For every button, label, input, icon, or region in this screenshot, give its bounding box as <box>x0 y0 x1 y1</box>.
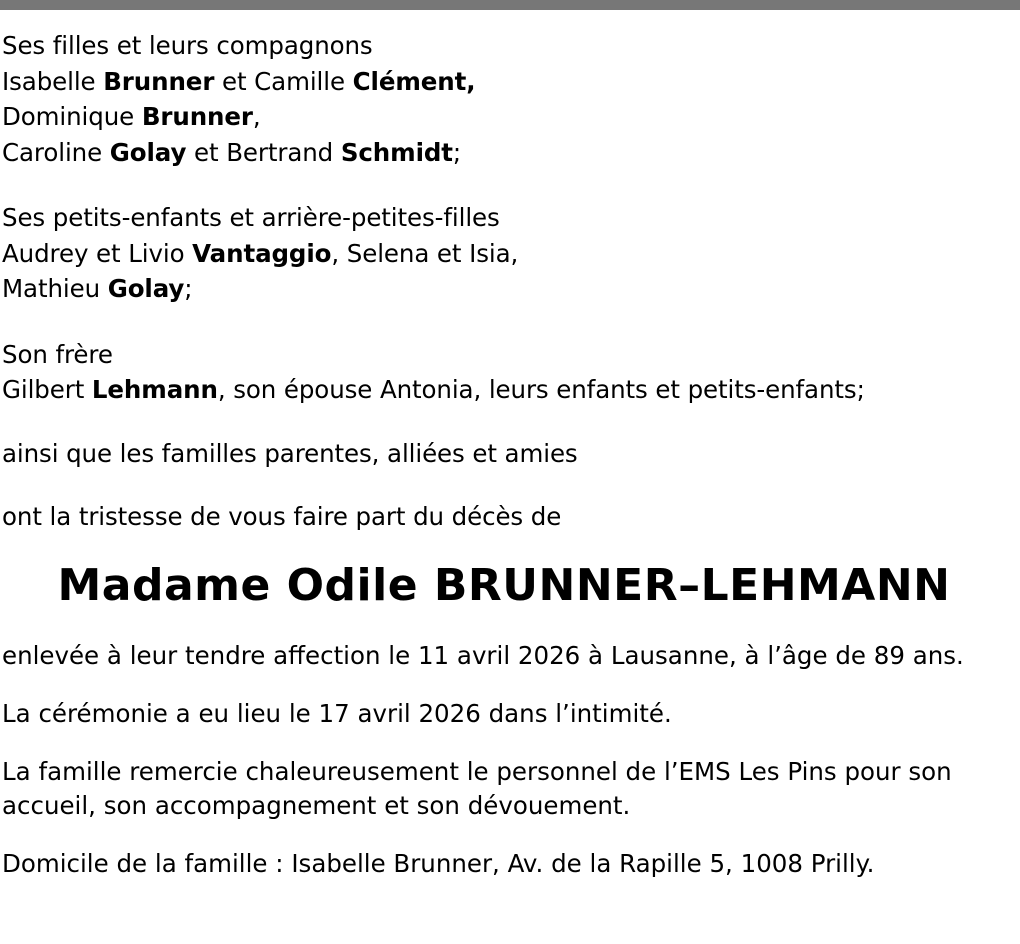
deceased-name: Madame Odile BRUNNER–LEHMANN <box>57 559 951 611</box>
text-bold-1: Golay <box>107 274 185 303</box>
text-bold-1: Brunner <box>141 102 253 131</box>
text-mid: et Camille <box>214 66 353 96</box>
top-divider-rule <box>0 0 1020 10</box>
text-bold-1: Lehmann <box>91 375 218 404</box>
announcement-line: ont la tristesse de vous faire part du décès de <box>2 502 562 531</box>
text-bold-1: Vantaggio <box>192 238 332 268</box>
brother-heading: Son frère <box>2 339 113 369</box>
grandchildren-line-2 <box>2 271 1020 307</box>
text-bold-2: Clément, <box>352 66 476 96</box>
daughters-line-1 <box>2 64 1020 100</box>
text-bold-1: Brunner <box>103 66 215 96</box>
spacer <box>2 408 1020 436</box>
allied-families-line: ainsi que les familles parentes, alliées et amies <box>2 438 578 468</box>
spacer <box>2 170 1020 200</box>
daughters-line-3 <box>2 135 1020 171</box>
brother-line-1 <box>2 372 1020 408</box>
paragraph-death-details: enlevée à leur tendre affection le 11 avril 2026 à Lausanne, à l’âge de 89 ans. <box>2 640 964 670</box>
text-post: ; <box>452 137 462 167</box>
text-mid: et Bertrand <box>186 137 341 167</box>
text-pre: Audrey et Livio <box>2 238 193 268</box>
spacer <box>2 307 1020 337</box>
text-mid: , Selena et Isia, <box>331 238 519 268</box>
paragraph-ceremony: La cérémonie a eu lieu le 17 avril 2026 dans l’intimité. <box>2 698 672 728</box>
text-mid: , son épouse Antonia, leurs enfants et petits-enfants; <box>217 375 865 404</box>
text-post: , <box>252 102 261 131</box>
paragraph-thanks: La famille remercie chaleureusement le personnel de l’EMS Les Pins pour son accueil, son accompagnement et son dévouement. <box>2 756 952 820</box>
text-bold-1: Golay <box>109 137 187 167</box>
text-pre: Gilbert <box>2 375 92 404</box>
text-bold-2: Schmidt <box>340 137 453 167</box>
text-pre: Mathieu <box>2 274 108 303</box>
grandchildren-line-1 <box>2 236 1020 272</box>
daughters-heading: Ses filles et leurs compagnons <box>2 31 373 60</box>
notice-body <box>0 10 1020 881</box>
text-post: ; <box>184 274 193 303</box>
grandchildren-heading: Ses petits-enfants et arrière-petites-filles <box>2 203 500 232</box>
text-pre: Isabelle <box>2 66 104 96</box>
text-pre: Dominique <box>2 102 142 131</box>
paragraph-family-address: Domicile de la famille : Isabelle Brunner, Av. de la Rapille 5, 1008 Prilly. <box>2 848 875 878</box>
daughters-line-2 <box>2 99 1020 135</box>
text-pre: Caroline <box>2 137 110 167</box>
spacer <box>2 471 1020 499</box>
